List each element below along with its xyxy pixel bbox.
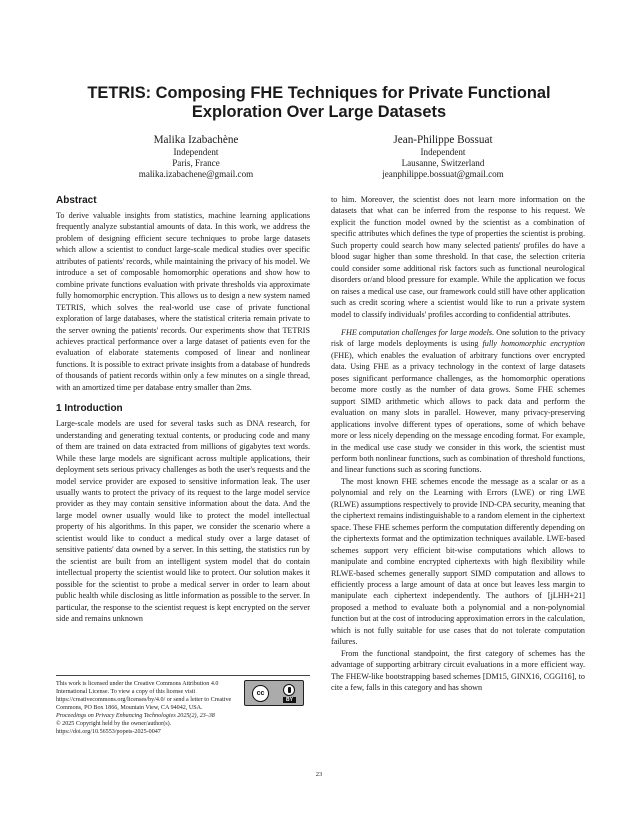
paragraph-text: One solution to the privacy risk of large models deployments is using <box>331 327 585 349</box>
body-paragraph: From the functional standpoint, the first category of schemes has the advantage of supporting arbitrary circuit evaluations in a more efficient way. The FHEW-like bootstrapping based schemes [DM15, GINX16, CGGI16], to cite a few, falls in this category and has shown <box>331 648 585 693</box>
emphasis-term: fully homomorphic encryption <box>482 339 585 349</box>
author-name: Jean-Philippe Bossuat <box>393 134 493 146</box>
author-location: Lausanne, Switzerland <box>401 158 485 168</box>
left-column <box>56 194 310 624</box>
author-affiliation: Independent <box>173 147 219 157</box>
author-affiliation: Independent <box>420 147 466 157</box>
author-block-2 <box>323 134 563 180</box>
by-label: BY <box>283 697 296 703</box>
paragraph-lead-in: FHE computation challenges for large models. <box>341 327 495 337</box>
copyright-note: © 2025 Copyright held by the owner/author(s). <box>56 721 172 727</box>
author-location: Paris, France <box>172 158 220 168</box>
doi-link[interactable]: https://doi.org/10.56553/popets-2025-0047 <box>56 729 161 735</box>
body-paragraph-fhe-challenges <box>331 327 585 476</box>
cc-by-license-badge[interactable] <box>244 680 304 706</box>
paper-title: TETRIS: Composing FHE Techniques for Private Functional Exploration Over Large Datasets <box>87 84 551 121</box>
person-icon <box>283 684 295 696</box>
page-number: 23 <box>315 771 323 778</box>
body-paragraph: to him. Moreover, the scientist does not learn more information on the datasets that what can be inferred from the response to his request. We explicit the function model owned by the scientist as a combination of specific attributes which defines the type of properties the scientist is probing. Such property could search how many selected patients' profiles do have a blood sugar higher than some threshold. In that case, the selection criteria could consider some additional risk factors such as functional neurological disorders or/and blood pressure for example. While the application we focus on raises a medical use case, our framework could still have other application such as credit scoring where a scientist would like to run a private system model to classify individuals' profiles according to confidential attributes. <box>331 195 585 319</box>
abstract-heading: Abstract <box>56 195 97 206</box>
author-email: jeanphilippe.bossuat@gmail.com <box>382 169 504 179</box>
author-email: malika.izabachene@gmail.com <box>138 169 254 179</box>
section-heading-introduction: 1 Introduction <box>56 403 123 415</box>
proceedings-note: Proceedings on Privacy Enhancing Technologies 2025(2), 23–38 <box>56 713 215 719</box>
abstract-text: To derive valuable insights from statistics, machine learning applications frequently analyze substantial amounts of data. In this work, we address the problem of designing efficient secure techniques to probe large datasets which allow a scientist to conduct large-scale medical studies over specific attributes of patients' records, while maintaining the privacy of his model. We introduce a set of composable homomorphic operations and show how to combine private functions evaluation with private thresholds via approximate fully homomorphic encryption. This allows us to design a new system named TETRIS, which solves the real-world use case of private functional exploration of large databases, where the statistical criteria remain private to the server owning the patients' records. Our experiments show that TETRIS achieves practical performance over a large dataset of patients even for the evaluation of elaborate statements composed of linear and nonlinear functions. It is possible to extract private insights from a database of hundreds of thousands of patient records within only a few minutes on a single thread, with an amortized time per database entry smaller than 2ms. <box>56 211 310 392</box>
cc-icon: cc <box>252 685 269 702</box>
license-note: This work is licensed under the Creative Commons Attribution 4.0 International License. To view a copy of this license visit https://creativecommons.org/licenses/by/4.0/ or send a letter to Creative Commons, PO Box 1866, Mountain View, CA 94042, USA. <box>56 681 232 711</box>
body-paragraph: The most known FHE schemes encode the message as a scalar or as a polynomial and rely on the Learning with Errors (LWE) or ring LWE (RLWE) assumptions respectively to provide IND-CPA security, meaning that the ciphertext remains indistinguishable to a random element in the ciphertext space. These FHE schemes perform the computation differently depending on the ciphertexts format and the optimization techniques available. LWE-based schemes support very efficient bit-wise computations which allows to manipulate and combine encrypted ciphertexts with high flexibility while RLWE-based schemes generally support SIMD computation and allows to efficiently process a large amount of data at once but leaves less margin to manipulate each ciphertext independently. The authors of [jLHH+21] proposed a method to evaluate both a polynomial and a non-polynomial function but at the cost of introducing approximation errors in the calculation, which is not fully suitable for use cases that do not tolerate computation failures. <box>331 476 585 647</box>
author-name: Malika Izabachène <box>153 134 239 146</box>
footnote-block <box>56 675 310 736</box>
author-block-1 <box>76 134 316 180</box>
paragraph-text: (FHE), which enables the evaluation of arbitrary functions over encrypted data. Using FHE as a privacy technology in the context of large datasets poses significant performance challenges, as the homomorphic operations become more costly as the number of data grows. Some FHE schemes support SIMD arithmetic which allows to pack data and perform the evaluation on many slots in parallel. However, many privacy-preserving applications involve different types of operations, some of which behave more or less nicely depending on the message encoding format. For example, in the medical use case study we consider in this work, the scientist must perform both nonlinear functions, such as combination of threshold functions, and linear functions such as scoring functions. <box>331 350 585 475</box>
intro-paragraph: Large-scale models are used for several tasks such as DNA research, for understanding and generating textual contents, or producing code and many of them are trained on data extracted from millions of gigabytes text words. While these large models are significant across multiple applications, their deployment sets serious privacy challenges as both the user's requests and the model service provider are exposed to sensitive information leak. The user usually wants to protect the privacy of its request to the large model service provider as they may contain sensitive information about the data. And the large model owner usually would like to protect the model intellectual property of his algorithms. In this paper, we consider the scenario where a scientist would like to conduct a medical study over a large dataset of sensitive patients' data owned by a server. In this setting, the statistics run by the scientist are built from an intelligent system model that do contain intellectual property the scientist would like to protect. Our solution makes it possible for the scientist to probe a medical server in order to learn about public health while disclosing as little information as possible to the server. In particular, the response to the scientist request is kept encrypted on the server side and remains unknown <box>56 419 310 623</box>
right-column <box>331 194 585 693</box>
attribution-icon <box>283 684 296 703</box>
